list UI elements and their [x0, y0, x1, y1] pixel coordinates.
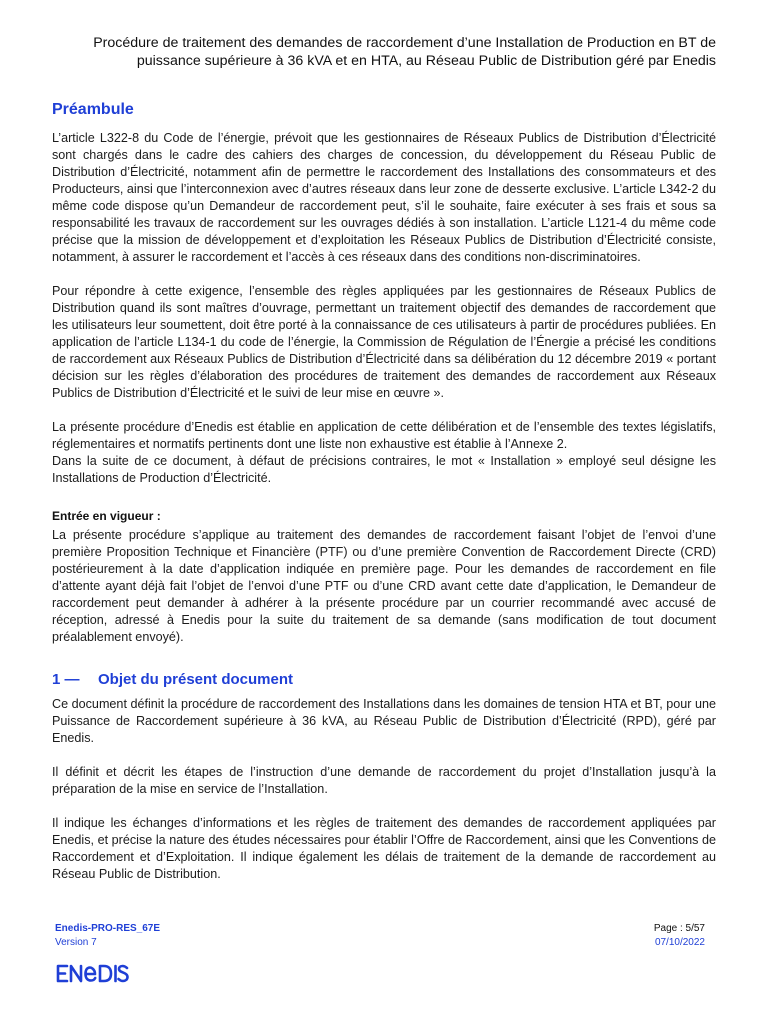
section-number: 1 — — [52, 671, 80, 688]
preambule-heading: Préambule — [52, 101, 134, 118]
section-1-paragraph-3: Il indique les échanges d’informations et les règles de traitement des demandes de raccordement appliquées par Enedis, et précise la nature des études nécessaires pour établir l’Offre de Raccordement, ainsi que les Conventions de Raccordement et d’Exploitation. Il indique également les délais de traitement de la demande de raccordement au Réseau Public de Distribution. — [52, 816, 716, 881]
entree-paragraph: La présente procédure s’applique au traitement des demandes de raccordement faisant l’objet de l’envoi d’une première Proposition Technique et Financière (PTF) ou d’une première Convention de Raccordement Directe (CRD) postérieurement à la date d’application indiquée en première page. Pour les demandes de raccordement en file d’attente ayant déjà fait l’objet de l’envoi d’une PTF ou d’une CRD avant cette date d’application, le Demandeur de raccordement peut demander à adhérer à la présente procédure par un courrier recommandé avec accusé de réception, adressé à Enedis pour la suite du traitement de sa demande (sans modification de tout document préalablement envoyé). — [52, 528, 716, 644]
page-number: Page : 5/57 — [653, 923, 705, 934]
section-1-paragraph-2: Il définit et décrit les étapes de l’instruction d’une demande de raccordement du projet d’Installation jusqu’à la préparation de la mise en service de l’Installation. — [52, 765, 716, 796]
preambule-paragraph-2: Pour répondre à cette exigence, l’ensemble des règles appliquées par les gestionnaires de Réseaux Publics de Distribution quand ils sont maîtres d’ouvrage, permettant un traitement objectif des demandes de raccordement que les utilisateurs leur soumettent, doit être porté à la connaissance de ces utilisateurs à partir de procédures publiées. En application de l’article L134-1 du code de l’énergie, la Commission de Régulation de l’Énergie a précisé les conditions de raccordement aux Réseaux Publics de Distribution d’Électricité dans sa délibération du 12 décembre 2019 « portant décision sur les règles d’élaboration des procédures de traitement des demandes de raccordement aux Réseaux Publics de Distribution d’Électricité et le suivi de leur mise en œuvre ». — [52, 284, 716, 400]
footer-left — [55, 922, 160, 950]
preambule-paragraph-4: Dans la suite de ce document, à défaut de précisions contraires, le mot « Installation » employé seul désigne les Installations de Production d’Électricité. — [52, 454, 716, 485]
header-line-1: Procédure de traitement des demandes de raccordement d’une Installation de Production en BT de — [93, 35, 716, 51]
footer-right — [654, 922, 705, 950]
page-header — [36, 34, 716, 70]
document-body — [52, 98, 716, 883]
document-id: Enedis-PRO-RES_67E — [55, 923, 161, 934]
enedis-logo — [55, 964, 129, 989]
section-title: Objet du présent document — [98, 671, 294, 688]
document-version: Version 7 — [55, 937, 97, 948]
preambule-paragraph-3: La présente procédure d’Enedis est établie en application de cette délibération et de l’ensemble des textes législatifs, réglementaires et normatifs pertinents dont une liste non exhaustive est établie à l’Annexe 2. — [52, 420, 716, 451]
entree-heading: Entrée en vigueur : — [52, 509, 161, 523]
section-1-heading — [52, 670, 716, 690]
enedis-logo-icon — [55, 964, 129, 984]
document-date: 07/10/2022 — [654, 937, 705, 948]
header-line-2: puissance supérieure à 36 kVA et en HTA, au Réseau Public de Distribution géré par Enedis — [136, 53, 716, 69]
section-1-paragraph-1: Ce document définit la procédure de raccordement des Installations dans les domaines de tension HTA et BT, pour une Puissance de Raccordement supérieure à 36 kVA, au Réseau Public de Distribution d’Électricité (RPD), géré par Enedis. — [52, 697, 716, 745]
preambule-paragraph-1: L’article L322-8 du Code de l’énergie, prévoit que les gestionnaires de Réseaux Publics de Distribution d’Électricité sont chargés dans le cadre des cahiers des charges de concession, du développement du Réseau Public de Distribution d’Électricité, notamment afin de permettre le raccordement des Installations des consommateurs et des Producteurs, ainsi que l’interconnexion avec d’autres réseaux dans leur zone de desserte exclusive. L’article L342-2 du même code dispose qu’un Demandeur de raccordement peut, s’il le souhaite, faire exécuter à ses frais et sous sa responsabilité les travaux de raccordement sur les ouvrages dédiés à son installation. L’article L121-4 du même code précise que la mission de développement et d’exploitation les Réseaux Publics de Distribution d’Électricité consiste, notamment, à assurer le raccordement et l’accès à ces réseaux dans des conditions non-discriminatoires. — [52, 131, 716, 264]
